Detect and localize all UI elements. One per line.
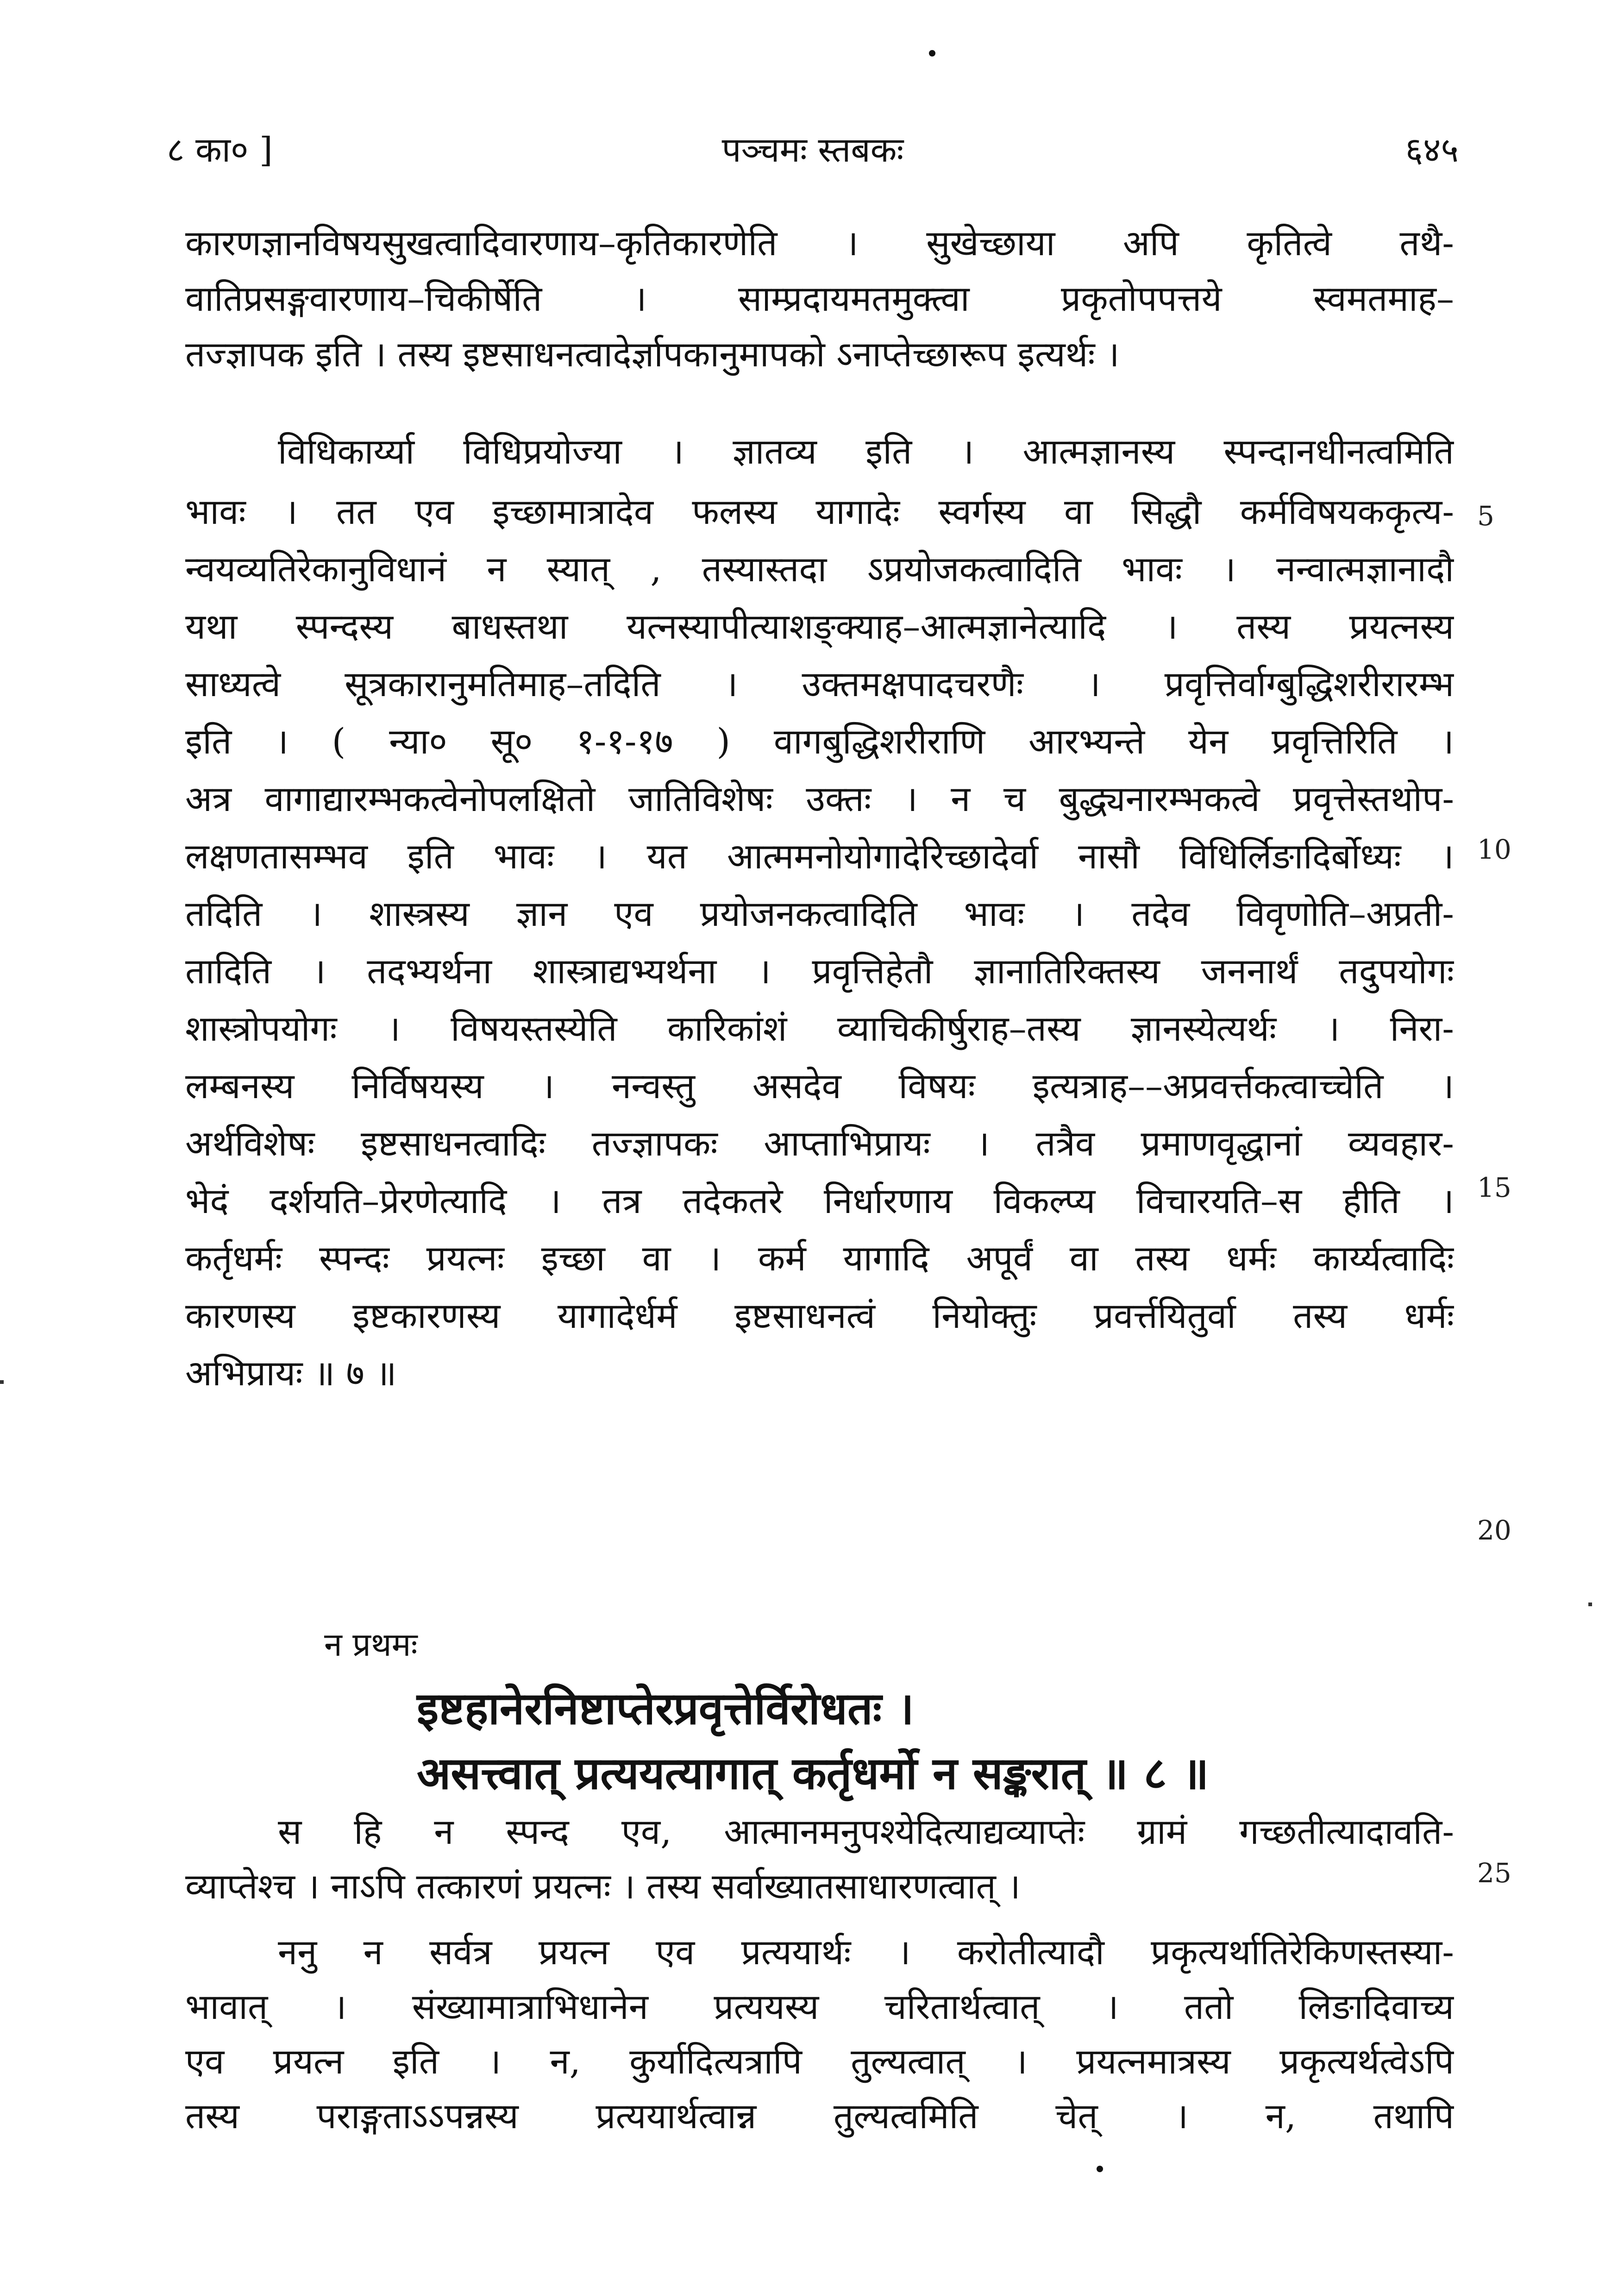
text-line: न्वयव्यतिरेकानुविधानं न स्यात् , तस्यास्तदा ऽप्रयोजकत्वादिति भावः । नन्वात्मज्ञानादौ (185, 548, 1454, 590)
text-line: व्याप्तेश्च । नाऽपि तत्कारणं प्रयत्नः । तस्य सर्वाख्यातसाधारणत्वात् । (185, 1866, 1021, 1907)
header-section-ref: ८ का० ] (167, 130, 273, 170)
text-line: वातिप्रसङ्गवारणाय–चिकीर्षेति । साम्प्रदायमतमुक्त्वा प्रकृतोपपत्तये स्वमतमाह– (185, 278, 1454, 319)
text-line: यथा स्पन्दस्य बाधस्तथा यत्नस्यापीत्याशङ्क्याह–आत्मज्ञानेत्यादि । तस्य प्रयत्नस्य (185, 606, 1454, 647)
line-number: 5 (1477, 500, 1494, 532)
line-number: 20 (1477, 1515, 1511, 1546)
margin-mark (0, 1380, 4, 1384)
text-line: लम्बनस्य निर्विषयस्य । नन्वस्तु असदेव विषयः इत्यत्राह––अप्रवर्त्तकत्वाच्चेति । (185, 1065, 1454, 1106)
text-line: कर्तृधर्मः स्पन्दः प्रयत्नः इच्छा वा । कर्म यागादि अपूर्वं वा तस्य धर्मः कार्य्यत्वादिः (185, 1238, 1454, 1279)
text-line: तदिति । शास्त्रस्य ज्ञान एव प्रयोजनकत्वादिति भावः । तदेव विवृणोति–अप्रती- (185, 893, 1454, 934)
text-line: अत्र वागाद्यारम्भकत्वेनोपलक्षितो जातिविशेषः उक्तः । न च बुद्ध्यनारम्भकत्वे प्रवृत्तेस्तथोप- (185, 778, 1454, 819)
text-line: तादिति । तदभ्यर्थना शास्त्राद्यभ्यर्थना । प्रवृत्तिहेतौ ज्ञानातिरिक्तस्य जननार्थं तदुपयोगः (185, 950, 1454, 992)
verse-line-2: असत्त्वात् प्रत्ययत्यागात् कर्तृधर्मो न सङ्करात् ॥ ८ ॥ (417, 1747, 1209, 1799)
text-line: अभिप्रायः ॥ ७ ॥ (185, 1352, 397, 1394)
text-line: तस्य पराङ्गताऽऽपन्नस्य प्रत्ययार्थत्वान्न तुल्यत्वमिति चेत् । न, तथापि (185, 2095, 1454, 2137)
text-line: कारणस्य इष्टकारणस्य यागादेर्धर्म इष्टसाधनत्वं नियोक्तुः प्रवर्त्तयितुर्वा तस्य धर्मः (185, 1295, 1454, 1336)
verse-line-1: इष्टहानेरनिष्टाप्तेरप्रवृत्तेर्विरोधतः । (417, 1682, 914, 1735)
text-line: इति । ( न्या० सू० १-१-१७ ) वागबुद्धिशरीराणि आरभ्यन्ते येन प्रवृत्तिरिति । (185, 721, 1454, 762)
line-number: 25 (1477, 1857, 1511, 1889)
page-number: ६४५ (1405, 130, 1459, 170)
line-number: 15 (1477, 1172, 1511, 1203)
text-line: विधिकार्य्या विधिप्रयोज्या । ज्ञातव्य इति । आत्मज्ञानस्य स्पन्दानधीनत्वमिति (278, 431, 1454, 472)
ink-dot-bottom (1097, 2166, 1103, 2172)
text-line: स हि न स्पन्द एव, आत्मानमनुपश्येदित्याद्यव्याप्तेः ग्रामं गच्छतीत्यादावति- (278, 1811, 1454, 1852)
line-number: 10 (1477, 834, 1511, 865)
text-line: शास्त्रोपयोगः । विषयस्तस्येति कारिकांशं व्याचिकीर्षुराह–तस्य ज्ञानस्येत्यर्थः । निरा- (185, 1008, 1454, 1049)
verse-intro: न प्रथमः (324, 1626, 418, 1664)
running-header (167, 125, 1459, 181)
text-line: अर्थविशेषः इष्टसाधनत्वादिः तज्ज्ञापकः आप्ताभिप्रायः । तत्रैव प्रमाणवृद्धानां व्यवहार- (185, 1123, 1454, 1164)
text-line: भावात् । संख्यामात्राभिधानेन प्रत्ययस्य चरितार्थत्वात् । ततो लिङादिवाच्य (185, 1986, 1454, 2027)
text-line: एव प्रयत्न इति । न, कुर्यादित्यत्रापि तुल्यत्वात् । प्रयत्नमात्रस्य प्रकृत्यर्थत्वेऽपि (185, 2041, 1454, 2082)
margin-mark (1588, 1603, 1592, 1606)
header-chapter-title: पञ्चमः स्तबकः (721, 130, 904, 170)
ink-dot-top (929, 50, 935, 57)
text-line: लक्षणतासम्भव इति भावः । यत आत्ममनोयोगादेरिच्छादेर्वा नासौ विधिर्लिङादिर्बोध्यः । (185, 836, 1454, 877)
text-line: भावः । तत एव इच्छामात्रादेव फलस्य यागादेः स्वर्गस्य वा सिद्धौ कर्मविषयककृत्य- (185, 491, 1454, 532)
text-line: साध्यत्वे सूत्रकारानुमतिमाह–तदिति । उक्तमक्षपादचरणैः । प्रवृत्तिर्वाग्बुद्धिशरीरारम्भ (185, 663, 1454, 704)
text-line: कारणज्ञानविषयसुखत्वादिवारणाय–कृतिकारणेति । सुखेच्छाया अपि कृतित्वे तथै- (185, 222, 1454, 264)
text-line: ननु न सर्वत्र प्रयत्न एव प्रत्ययार्थः । करोतीत्यादौ प्रकृत्यर्थातिरेकिणस्तस्या- (278, 1931, 1454, 1973)
text-line: भेदं दर्शयति–प्रेरणेत्यादि । तत्र तदेकतरे निर्धारणाय विकल्प्य विचारयति–स हीति । (185, 1180, 1454, 1221)
text-line: तज्ज्ञापक इति । तस्य इष्टसाधनत्वादेर्ज्ञापकानुमापको ऽनाप्तेच्छारूप इत्यर्थः । (185, 333, 1120, 375)
